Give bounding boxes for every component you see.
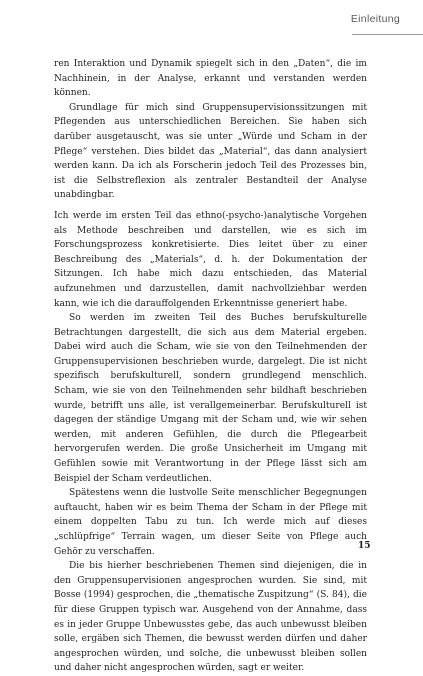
paragraph: Ich werde im ersten Teil das ethno(-psycho-)analytische Vorgehen als Methode beschreiben und darstellen, wie es sich im Forschungsprozess konkretisierte. Dies leitet über zu einer Beschreibung des „Materials“, d. h. der Dokumentation der Sitzungen. Ich habe mich dazu entschieden, das Material aufzunehmen und darzustellen, damit nachvollziehbar werden kann, wie ich die darauffolgenden Erkenntnisse generiert habe. [54,210,367,309]
paragraph: So werden im zweiten Teil des Buches berufskulturelle Betrachtungen dargestellt, die sich aus dem Material ergeben. Dabei wird auch die Scham, wie sie von den Teilnehmenden der Gruppensupervisionen beschrieben wurde, dargelegt. Die ist nicht spezifisch berufskulturell, sondern grundlegend menschlich. Scham, wie sie von den Teilnehmenden sehr bildhaft beschrieben wurde, betrifft uns alle, ist verallgemeinerbar. Berufskulturell ist dagegen der ständige Umgang mit der Scham und, wie wir sehen werden, mit anderen Gefühlen, die durch die Pflegearbeit hervorgerufen werden. Die große Unsicherheit im Umgang mit Gefühlen sowie mit Verantwortung in der Pflege lässt sich am Beispiel der Scham verdeutlichen. [54,313,367,484]
paragraph: Grundlage für mich sind Gruppensupervisionssitzungen mit Pflegenden aus unterschiedlichen Bereichen. Sie haben sich darüber ausgetauscht, was sie unter „Würde und Scham in der Pflege“ verstehen. Dies bildet das „Material“, das dann analysiert werden kann. Da ich als Forscherin jedoch Teil des Prozesses bin, ist die Selbstreflexion als zentraler Bestandteil der Analyse unabdingbar. [54,102,367,201]
paragraph: Spätestens wenn die lustvolle Seite menschlicher Begegnungen auftaucht, haben wir es beim Thema der Scham in der Pflege mit einem doppelten Tabu zu tun. Ich werde mich auf dieses „schlüpfrige“ Terrain wagen, um dieser Seite von Pflege auch Gehör zu verschaffen. [54,488,367,557]
running-head: Einleitung [350,13,400,25]
header-rule [352,34,423,35]
paragraph: Die bis hierher beschriebenen Themen sind diejenigen, die in den Gruppensupervisionen angesprochen wurden. Sie sind, mit Bosse (1994) gesprochen, die „thematische Zuspitzung“ (S. 84), die für diese Gruppen typisch war. Ausgehend von der Annahme, dass es in jeder Gruppe Unbewusstes gebe, das auch unbewusst bleiben solle, ergäben sich Themen, die bewusst werden dürfen und daher angesprochen würden, und solche, die unbewusst bleiben sollen und daher nicht angesprochen würden, sagt er weiter. [54,561,367,674]
page-number: 15 [358,541,371,551]
body-text [54,57,367,676]
paragraph: ren Interaktion und Dynamik spiegelt sich in den „Daten“, die im Nachhinein, in der Analyse, erkannt und verstanden werden können. [54,59,367,99]
